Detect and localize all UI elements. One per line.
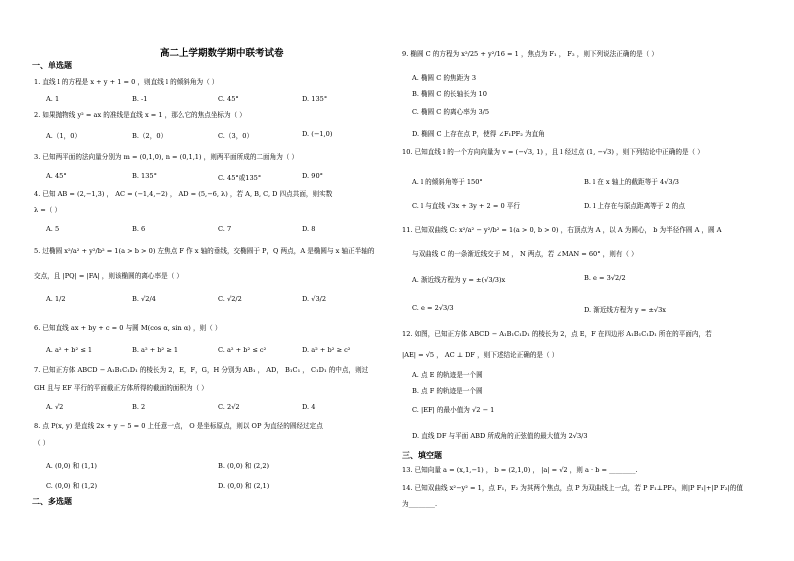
q4-option-d: D. 8 [302, 225, 316, 233]
question-14-stem-line2: 为________. [402, 500, 438, 508]
q8-option-d: D. (0,0) 和 (2,1) [218, 482, 270, 490]
q5-option-c-value: √2/2 [227, 295, 242, 303]
question-4-stem-line1: 4. 已知 AB = (2,−1,3) ， AC = (−1,4,−2) ， AD = (5,−6, λ) ，若 A, B, C, D 四点共面，则实数 [34, 190, 333, 198]
question-5-stem-line1: 5. 过椭圆 x²/a² + y²/b² = 1(a > b > 0) 左焦点 F 作 x 轴的垂线，交椭圆于 P，Q 两点，A 是椭圆与 x 轴正半轴的 [34, 247, 375, 255]
q10-option-d: D. l 上存在与原点距离等于 2 的点 [584, 202, 685, 210]
question-6-stem: 6. 已知直线 ax + by + c = 0 与圆 M(cos α, sin α) ，则（ ） [34, 324, 222, 332]
q3-option-c: C. 45°或135° [218, 174, 262, 182]
question-4-stem-line2: λ =（ ） [34, 206, 62, 214]
section-single-choice: 一、单选题 [32, 61, 72, 70]
page-title: 高二上学期数学期中联考试卷 [160, 48, 284, 59]
q5-option-d: D. √3/2 [302, 295, 327, 303]
q10-option-a: A. l 的倾斜角等于 150° [412, 178, 483, 186]
q5-option-b-value: √2/4 [141, 295, 156, 303]
question-12-stem-line2: |AE| = √5 ， AC ⊥ DF ，则下述结论正确的是（ ） [402, 351, 559, 359]
q3-option-b: B. 135° [132, 172, 157, 180]
q4-option-a: A. 5 [46, 225, 60, 233]
q11-option-d: D. 渐近线方程为 y = ±√3x [584, 306, 666, 314]
q9-option-c: C. 椭圆 C 的离心率为 3/5 [412, 108, 490, 116]
question-14-stem-line1: 14. 已知双曲线 x²−y² = 1，点 F₁，F₂ 为其两个焦点，点 P 为双曲线上一点，若 P F₁⊥PF₂，则|P F₁|+|P F₂|的值 [402, 484, 743, 492]
q7-option-b: B. 2 [132, 403, 146, 411]
q2-option-a: A.（1，0） [46, 132, 82, 140]
q8-option-c: C. (0,0) 和 (1,2) [46, 482, 98, 490]
q4-option-c: C. 7 [218, 225, 232, 233]
q10-option-c: C. l 与直线 √3x + 3y + 2 = 0 平行 [412, 202, 520, 210]
question-10-stem: 10. 已知直线 l 的一个方向向量为 v = (−√3, 1) ，且 l 经过点 (1, −√3) ，则下列结论中正确的是（ ） [402, 148, 704, 156]
question-1-stem: 1. 直线 l 的方程是 x + y + 1 = 0 ，则直线 l 的倾斜角为（ ） [34, 78, 219, 86]
question-7-stem-line2: GH 且与 EF 平行的平面截正方体所得的截面的面积为（ ） [34, 384, 208, 392]
q10-option-b: B. l 在 x 轴上的截距等于 4√3/3 [584, 178, 680, 186]
q1-option-d: D. 135° [302, 95, 328, 103]
q12-option-a: A. 点 E 的轨迹是一个圆 [412, 371, 483, 379]
question-8-stem-line2: （ ） [34, 439, 50, 447]
question-9-stem: 9. 椭圆 C 的方程为 x²/25 + y²/16 = 1 ，焦点为 F₁ ， F₂ ，则下列说法正确的是（ ） [402, 50, 658, 58]
q7-option-a: A. √2 [46, 403, 64, 411]
question-2-stem: 2. 如果抛物线 y² = ax 的准线是直线 x = 1 ，那么它的焦点坐标为（ ） [34, 111, 246, 119]
q4-option-b: B. 6 [132, 225, 146, 233]
question-12-stem-line1: 12. 如图，已知正方体 ABCD − A₁B₁C₁D₁ 的棱长为 2，点 E，F 在四边形 A₁B₁C₁D₁ 所在的平面内，若 [402, 330, 712, 338]
q2-option-b: B.（2，0） [132, 132, 168, 140]
question-3-stem: 3. 已知两平面的法向量分别为 m = (0,1,0), n = (0,1,1) ，则两平面所成的二面角为（ ） [34, 153, 299, 161]
q6-option-a: A. a² + b² ≤ 1 [46, 346, 93, 354]
q3-option-a: A. 45° [46, 172, 67, 180]
q11-option-c: C. e = 2√3/3 [412, 304, 454, 312]
q5-option-c: C. √2/2 [218, 295, 242, 303]
q9-option-a: A. 椭圆 C 的焦距为 3 [412, 74, 477, 82]
q7-option-c: C. 2√2 [218, 403, 240, 411]
q5-option-a-value: 1/2 [54, 295, 66, 303]
q1-option-b: B. -1 [132, 95, 148, 103]
q9-option-b: B. 椭圆 C 的长轴长为 10 [412, 90, 487, 98]
q7-option-d: D. 4 [302, 403, 316, 411]
q12-option-d: D. 直线 DF 与平面 ABD 所成角的正弦值的最大值为 2√3/3 [412, 432, 588, 440]
q11-option-b: B. e = 3√2/2 [584, 274, 626, 282]
q5-option-d-value: √3/2 [311, 295, 327, 303]
q6-option-c: C. a² + b² ≤ c² [218, 346, 267, 354]
q2-option-d: D. (−1,0) [302, 130, 333, 138]
q6-option-b: B. a² + b² ≥ 1 [132, 346, 179, 354]
question-8-stem-line1: 8. 点 P(x, y) 是直线 2x + y − 5 = 0 上任意一点， O 是坐标原点，则以 OP 为直径的圆经过定点 [34, 422, 323, 430]
q6-option-d: D. a² + b² ≥ c² [302, 346, 351, 354]
question-13-stem: 13. 已知向量 a = (x,1,−1) ， b = (2,1,0) ， |a| = √2 ，则 a · b = ________. [402, 466, 638, 474]
q3-option-d: D. 90° [302, 172, 323, 180]
question-7-stem-line1: 7. 已知正方体 ABCD − A₁B₁C₁D₁ 的棱长为 2，E，F，G，H 分别为 AB₁ ， AD， B₁C₁ ， C₁D₁ 的中点，则过 [34, 366, 369, 374]
question-11-stem-line2: 与双曲线 C 的一条渐近线交于 M ， N 两点，若 ∠MAN = 60° ，则有（ ） [412, 250, 638, 258]
q1-option-c: C. 45° [218, 95, 239, 103]
section-multi-choice: 二、多选题 [32, 497, 72, 506]
q5-option-b: B. √2/4 [132, 295, 156, 303]
q2-option-c: C.（3，0） [218, 132, 254, 140]
q5-option-a: A. 1/2 [46, 295, 66, 303]
q1-option-a: A. 1 [46, 95, 60, 103]
question-11-stem-line1: 11. 已知双曲线 C: x²/a² − y²/b² = 1(a > 0, b > 0) ，右顶点为 A ，以 A 为圆心， b 为半径作圆 A ，圆 A [402, 226, 722, 234]
q9-option-d: D. 椭圆 C 上存在点 P，使得 ∠F₁PF₂ 为直角 [412, 130, 545, 138]
q8-option-b: B. (0,0) 和 (2,2) [218, 462, 270, 470]
q12-option-b: B. 点 F 的轨迹是一个圆 [412, 387, 483, 395]
q12-option-c: C. |EF| 的最小值为 √2 − 1 [412, 406, 495, 414]
q11-option-a: A. 渐近线方程为 y = ±(√3/3)x [412, 276, 506, 284]
q8-option-a: A. (0,0) 和 (1,1) [46, 462, 98, 470]
section-fill-blank: 三、填空题 [402, 451, 442, 460]
question-5-stem-line2: 交点，且 |PQ| = |FA| ，则该椭圆的离心率是（ ） [34, 272, 183, 280]
